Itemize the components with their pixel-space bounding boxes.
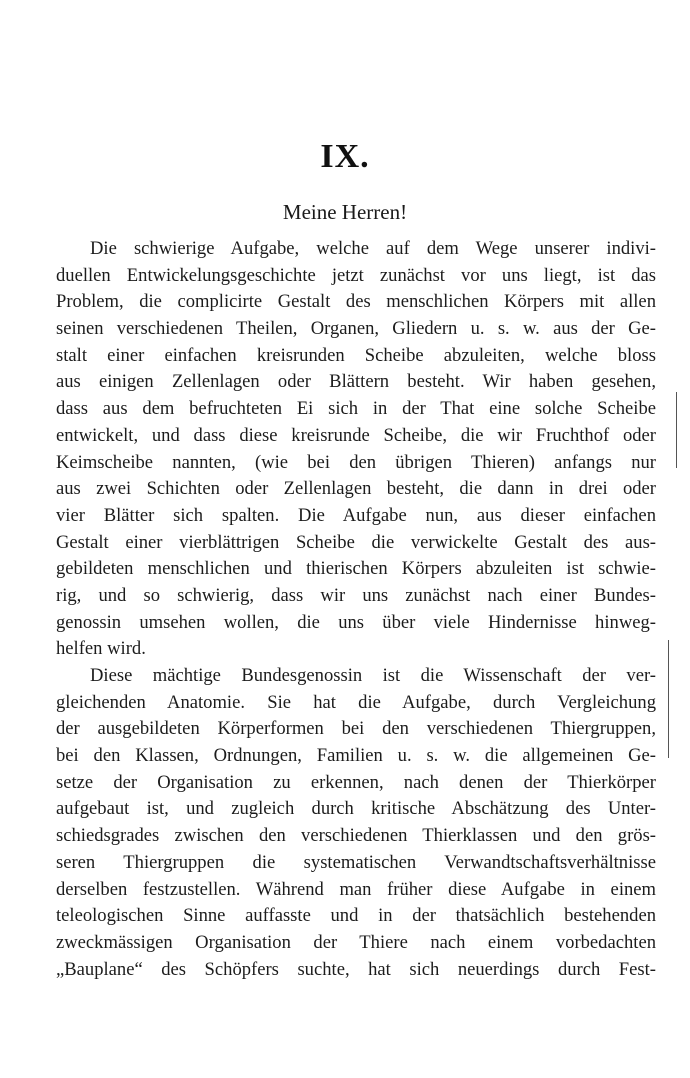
text-line: bei den Klassen, Ordnungen, Familien u. s. w. die allgemeinen Ge- <box>56 745 656 767</box>
text-line: gleichenden Anatomie. Sie hat die Aufgabe, durch Vergleichung <box>56 691 656 713</box>
text-line: genossin umsehen wollen, die uns über viele Hindernisse hinweg- <box>56 611 656 633</box>
text-line: teleologischen Sinne auffasste und in der thatsächlich bestehenden <box>56 905 656 927</box>
text-line: gebildeten menschlichen und thierischen Körpers abzuleiten ist schwie- <box>56 558 656 580</box>
text-line: Problem, die complicirte Gestalt des menschlichen Körpers mit allen <box>56 291 656 313</box>
text-line: „Bauplane“ des Schöpfers suchte, hat sich neuerdings durch Fest- <box>56 958 656 980</box>
salutation: Meine Herren! <box>282 200 408 224</box>
body-text <box>56 236 656 983</box>
text-line: stalt einer einfachen kreisrunden Scheibe abzuleiten, welche bloss <box>56 344 656 366</box>
text-line: der ausgebildeten Körperformen bei den verschiedenen Thiergruppen, <box>56 718 656 740</box>
text-line: Diese mächtige Bundesgenossin ist die Wissenschaft der ver- <box>90 665 656 686</box>
text-line: setze der Organisation zu erkennen, nach denen der Thierkörper <box>56 771 656 793</box>
chapter-heading: IX. <box>320 138 370 175</box>
text-line: zweckmässigen Organisation der Thiere nach einem vorbedachten <box>56 931 656 953</box>
text-line: aus einigen Zellenlagen oder Blättern besteht. Wir haben gesehen, <box>56 371 656 393</box>
text-line: duellen Entwickelungsgeschichte jetzt zunächst vor uns liegt, ist das <box>56 264 656 286</box>
text-line: aufgebaut ist, und zugleich durch kritische Abschätzung des Unter- <box>56 798 656 820</box>
text-line: vier Blätter sich spalten. Die Aufgabe nun, aus dieser einfachen <box>56 504 656 526</box>
margin-mark <box>676 392 677 468</box>
text-line: Keimscheibe nannten, (wie bei den übrigen Thieren) anfangs nur <box>56 451 656 473</box>
text-line: rig, und so schwierig, dass wir uns zunächst nach einer Bundes- <box>56 584 656 606</box>
text-line: schiedsgrades zwischen den verschiedenen Thierklassen und den grös- <box>56 825 656 847</box>
text-line: seinen verschiedenen Theilen, Organen, Gliedern u. s. w. aus der Ge- <box>56 318 656 340</box>
paragraph <box>56 663 656 983</box>
text-line: seren Thiergruppen die systematischen Verwandtschaftsverhältnisse <box>56 851 656 873</box>
text-line: dass aus dem befruchteten Ei sich in der That eine solche Scheibe <box>56 398 656 420</box>
text-line: derselben festzustellen. Während man früher diese Aufgabe in einem <box>56 878 656 900</box>
text-line: helfen wird. <box>56 638 146 660</box>
text-line: entwickelt, und dass diese kreisrunde Scheibe, die wir Fruchthof oder <box>56 424 656 446</box>
text-line: Die schwierige Aufgabe, welche auf dem Wege unserer indivi- <box>90 238 656 259</box>
text-line: aus zwei Schichten oder Zellenlagen besteht, die dann in drei oder <box>56 478 656 500</box>
text-line: Gestalt einer vierblättrigen Scheibe die verwickelte Gestalt des aus- <box>56 531 656 553</box>
paragraph <box>56 236 656 663</box>
margin-mark <box>668 640 669 758</box>
